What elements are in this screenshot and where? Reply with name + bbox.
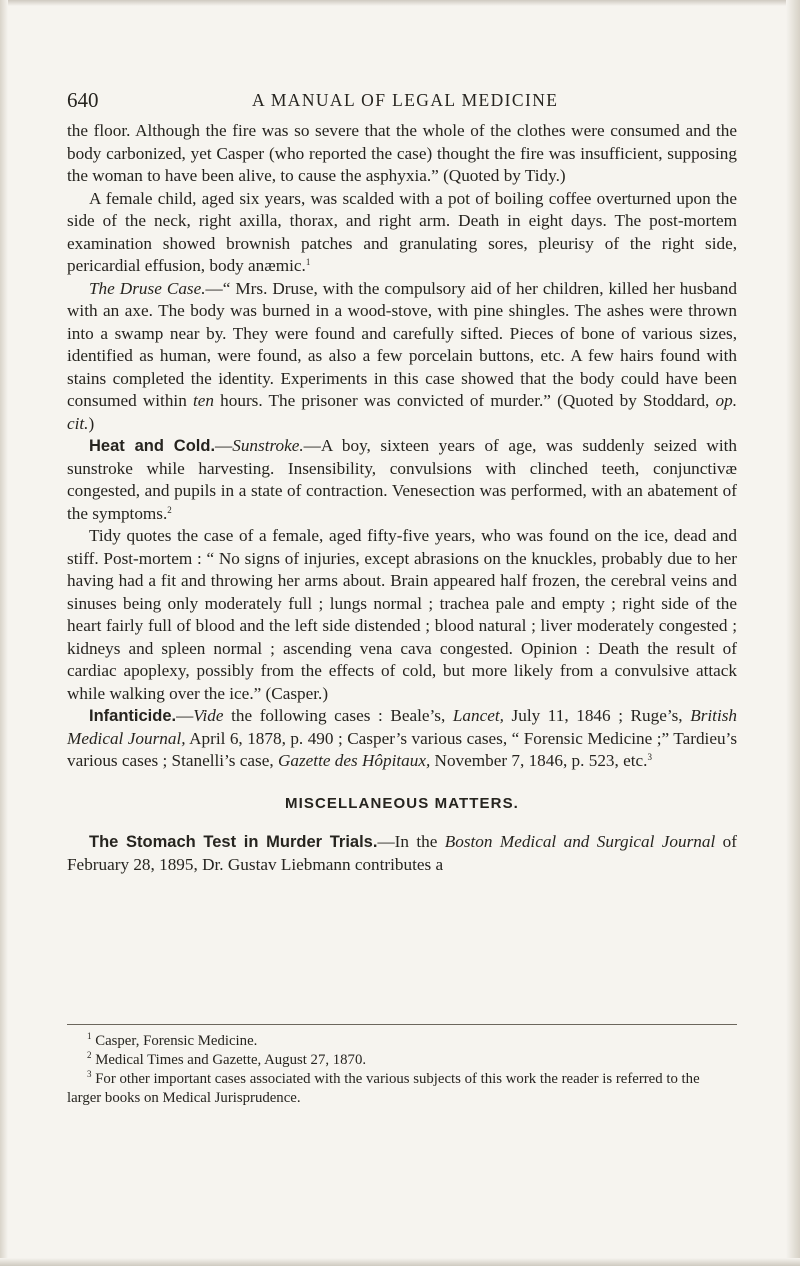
paragraph-text: Tidy quotes the case of a female, aged fifty-five years, who was found on the ice, dead and stiff. Post-mortem : “ No signs of injuries, except abrasions on the knuckles, probably due to her having had a fit and throwing her arms about. Brain appeared half frozen, the cerebral veins and sinuses being only moderately full ; lungs normal ; trachea pale and empty ; right side of the heart fairly full of blood and the left side distended ; blood natural ; liver moderately congested ; kidneys and spleen normal ; ascending vena cava congested. Opinion : Death the result of cardiac apoplexy, possibly from the effects of cold, but more likely from a convulsive attack while walking over the ice.” (Casper.) — [67, 526, 737, 703]
body-text — [67, 120, 737, 876]
paragraph-ice-case — [67, 525, 737, 705]
paragraph-infanticide — [67, 705, 737, 773]
page-header — [67, 88, 737, 118]
paragraph-text: of February 28, 1895, Dr. Gustav Liebmann contributes a — [67, 832, 737, 874]
paragraph-text: —A boy, sixteen years of age, was suddenly seized with sunstroke while harvesting. Insensibility, convulsions with clinched teeth, conjunctivæ congested, and pupils in a state of contraction. Venesection was performed, with an abatement of the symptoms. — [67, 436, 737, 523]
footnote-divider — [67, 1024, 737, 1025]
citation: Lancet, — [452, 706, 504, 725]
dash: — — [176, 706, 194, 725]
page-edge-right — [786, 0, 800, 1266]
footnote — [67, 1070, 737, 1108]
page-number: 640 — [67, 88, 99, 112]
section-title: MISCELLANEOUS MATTERS. — [285, 794, 519, 812]
page-edge-left — [0, 0, 8, 1266]
section-heading: Heat and Cold. — [89, 437, 216, 455]
paragraph-fire-case — [67, 120, 737, 188]
paragraph-stomach-test — [67, 831, 737, 876]
citation: op. cit. — [67, 391, 737, 433]
paragraph-scald-case — [67, 188, 737, 278]
footnote-mark: 2 — [87, 1050, 92, 1060]
emphasis: Vide — [193, 706, 224, 725]
paragraph-text: hours. The prisoner was convicted of murder.” (Quoted by Stoddard, — [213, 391, 716, 410]
citation: British Medical Journal, — [67, 706, 737, 748]
subheading: Sunstroke. — [232, 436, 304, 455]
section-heading: The Stomach Test in Murder Trials. — [89, 833, 378, 851]
dash: — — [215, 436, 233, 455]
paragraph-text: A female child, aged six years, was scalded with a pot of boiling coffee overturned upon the side of the neck, right axilla, thorax, and right arm. Death in eight days. The post-mortem examination showed brownish patches and granulating sores, pleurisy of the right side, pericardial effusion, body anæmic. — [67, 188, 737, 275]
footnote-ref: 3 — [647, 752, 652, 762]
paragraph-heat-cold — [67, 435, 737, 525]
running-title: A MANUAL OF LEGAL MEDICINE — [252, 90, 559, 110]
paragraph-text: July 11, 1846 ; Ruge’s, — [503, 706, 691, 725]
paragraph-text: ) — [88, 413, 95, 433]
paragraph-text: —In the — [377, 832, 445, 851]
page-edge-top — [0, 0, 800, 6]
footnote-mark: 3 — [87, 1069, 92, 1079]
footnote-mark: 1 — [87, 1031, 92, 1041]
paragraph-text: the following cases : Beale’s, — [223, 706, 453, 725]
citation: Gazette des Hôpitaux, — [277, 751, 431, 770]
footnote-text: For other important cases associated with the various subjects of this work the reader is referred to the larger books on Medical Jurisprudence. — [67, 1071, 700, 1106]
footnote — [67, 1032, 737, 1051]
case-title: The Druse Case. — [89, 278, 206, 298]
paragraph-druse-case — [67, 278, 737, 436]
footnote-ref: 1 — [305, 257, 311, 267]
section-heading: Infanticide. — [89, 707, 177, 725]
footnote-text: Medical Times and Gazette, August 27, 1870. — [95, 1052, 367, 1068]
paragraph-text: the floor. Although the fire was so severe that the whole of the clothes were consumed and the body carbonized, yet Casper (who reported the case) thought the fire was insufficient, supposing the woman to have been alive, to cause the asphyxia.” (Quoted by Tidy.) — [67, 121, 737, 185]
footnotes — [67, 1032, 737, 1108]
paragraph-text: April 6, 1878, p. 490 ; Casper’s various cases, “ Forensic Medicine ;” Tardieu’s various cases ; Stanelli’s case, — [67, 728, 738, 770]
citation: Boston Medical and Surgical Journal — [444, 832, 716, 851]
footnote-text: Casper, Forensic Medicine. — [95, 1033, 258, 1049]
emphasis: ten — [192, 391, 214, 410]
paragraph-text: —“ Mrs. Druse, with the compulsory aid of her children, killed her husband with an axe. The body was burned in a wood-stove, with pine shingles. The ashes were thrown into a swamp near by. They were found and carefully sifted. Pieces of bone of various sizes, identified as human, were found, as also a few porcelain buttons, etc. A few hairs found with stains completed the identity. Experiments in this case showed that the body could have been consumed within — [67, 278, 737, 410]
footnote-ref: 2 — [167, 504, 172, 515]
footnote — [67, 1051, 737, 1070]
paragraph-text: November 7, 1846, p. 523, etc. — [430, 751, 648, 770]
page-edge-bottom — [0, 1258, 800, 1266]
